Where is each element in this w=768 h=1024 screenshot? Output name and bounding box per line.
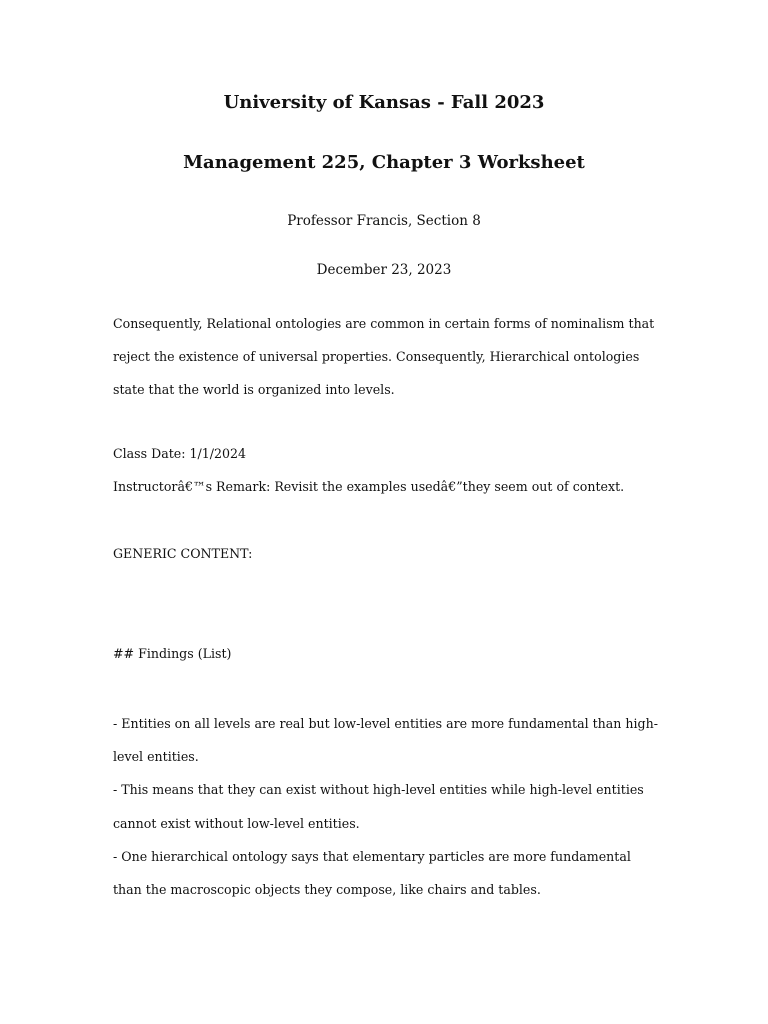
findings-heading: ## Findings (List)	[113, 646, 232, 661]
list-item: - One hierarchical ontology says that elementary particles are more fundamental than the macroscopic objects they compose, like chairs and tables.	[113, 848, 631, 898]
professor-section: Professor Francis, Section 8	[287, 213, 481, 229]
class-date: Class Date: 1/1/2024	[113, 446, 247, 461]
list-item: - This means that they can exist without high-level entities while high-level entities cannot exist without low-level entities.	[113, 782, 644, 831]
document-date: December 23, 2023	[316, 262, 452, 278]
findings-list	[113, 707, 658, 906]
generic-content-label: GENERIC CONTENT:	[113, 546, 253, 561]
university-title: University of Kansas - Fall 2023	[223, 92, 545, 113]
list-item: - Entities on all levels are real but low-level entities are more fundamental than high-level entities.	[113, 716, 658, 765]
instructor-remark: Instructorâ€™s Remark: Revisit the examples usedâ€”they seem out of context.	[113, 479, 625, 494]
intro-paragraph: Consequently, Relational ontologies are common in certain forms of nominalism that reject the existence of universal properties. Consequently, Hierarchical ontologies state that the world is organized into levels.	[113, 316, 655, 398]
worksheet-title: Management 225, Chapter 3 Worksheet	[183, 152, 585, 173]
